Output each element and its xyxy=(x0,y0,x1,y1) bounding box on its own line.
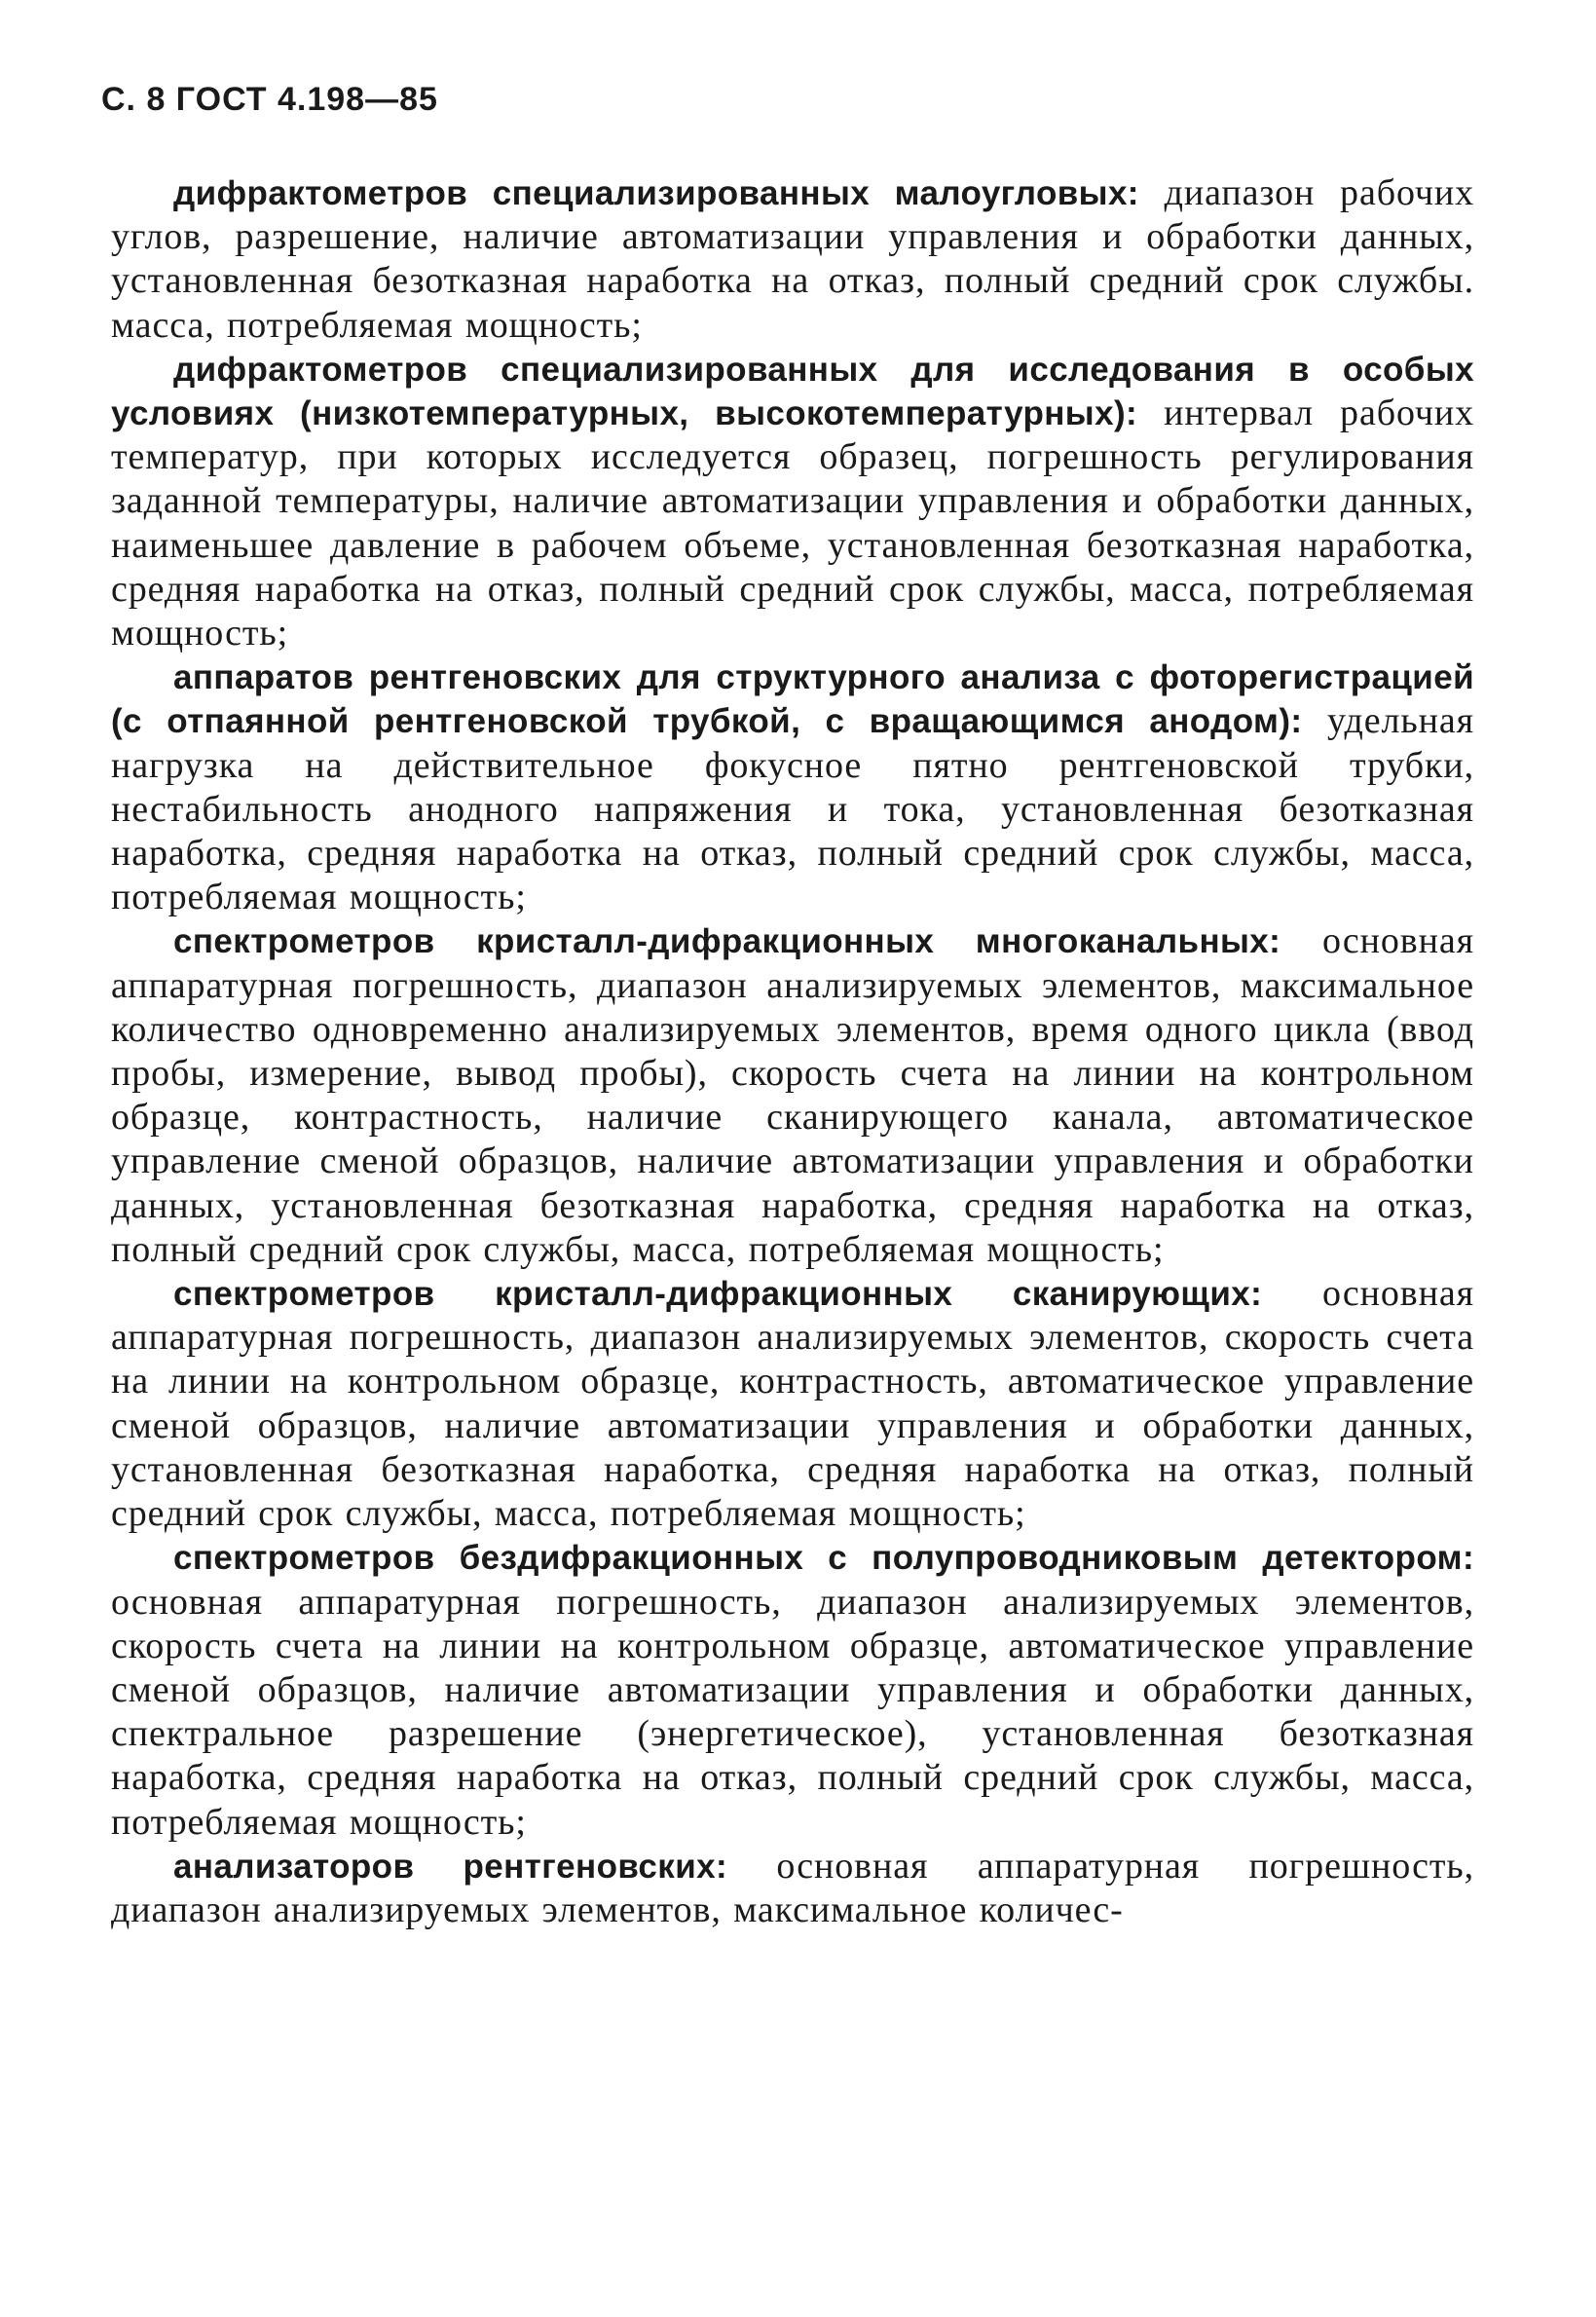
entry-term: дифрактометров специализированных для исследования в особых условиях (низкотемпературных, высокотемпературных): xyxy=(111,350,1474,433)
entry-text: удельная нагрузка на действительное фокусное пятно рентгеновской трубки, нестабильность анодного напряжения и тока, установленная безотказная наработка, средняя наработка на отказ, полный средний срок службы, масса, потребляемая мощность; xyxy=(111,700,1474,918)
entry-term: спектрометров кристалл-дифракционных многоканальных: xyxy=(173,922,1281,961)
list-item xyxy=(111,348,1474,655)
document-body xyxy=(111,171,1474,1932)
entry-term: спектрометров бездифракционных с полупроводниковым детектором: xyxy=(173,1539,1474,1578)
entry-text: основная аппаратурная погрешность, диапазон анализируемых элементов, скорость счета на линии на контрольном образце, автоматическое управление сменой образцов, наличие автоматизации управления и обработки данных, спектральное разрешение (энергетическое), установленная безотказная наработка, средняя наработка на отказ, полный средний срок службы, масса, потребляемая мощность; xyxy=(111,1581,1474,1843)
list-item xyxy=(111,919,1474,1272)
list-item xyxy=(111,1272,1474,1536)
entry-text: интервал рабочих температур, при которых исследуется образец, погрешность регулирования заданной температуры, наличие автоматизации управления и обработки данных, наименьшее давление в рабочем объеме, установленная безотказная наработка, средняя наработка на отказ, полный средний срок службы, масса, потребляемая мощность; xyxy=(111,392,1475,654)
list-item xyxy=(111,171,1474,348)
entry-term: дифрактометров специализированных малоугловых: xyxy=(173,174,1139,212)
entry-text: основная аппаратурная погрешность, диапазон анализируемых элементов, максимальное количество одновременно анализируемых элементов, время одного цикла (ввод пробы, измерение, вывод пробы), скорость счета на линии на контрольном образце, контрастность, наличие сканирующего канала, автоматическое управление сменой образцов, наличие автоматизации управления и обработки данных, установленная безотказная наработка, средняя наработка на отказ, полный средний срок службы, масса, потребляемая мощность; xyxy=(111,920,1474,1270)
entry-text: диапазон рабочих углов, разрешение, наличие автоматизации управления и обработки данных, установленная безотказная наработка на отказ, полный средний срок службы. масса, потребляемая мощность; xyxy=(111,172,1475,346)
entry-term: анализаторов рентгеновских: xyxy=(173,1847,728,1886)
entry-text: основная аппаратурная погрешность, диапазон анализируемых элементов, скорость счета на линии на контрольном образце, контрастность, автоматическое управление сменой образцов, наличие автоматизации управления и обработки данных, установленная безотказная наработка, средняя наработка на отказ, полный средний срок службы, масса, потребляемая мощность; xyxy=(111,1273,1474,1535)
page-header: С. 8 ГОСТ 4.198—85 xyxy=(101,81,438,118)
list-item xyxy=(111,655,1474,919)
list-item xyxy=(111,1536,1474,1844)
entry-term: аппаратов рентгеновских для структурного анализа с фоторегистрацией (с отпаянной рентгеновской трубкой, с вращающимся анодом): xyxy=(111,658,1474,741)
entry-text: основная аппаратурная погрешность, диапазон анализируемых элементов, максимальное количес- xyxy=(111,1845,1474,1930)
list-item xyxy=(111,1845,1474,1932)
entry-term: спектрометров кристалл-дифракционных сканирующих: xyxy=(173,1275,1263,1314)
